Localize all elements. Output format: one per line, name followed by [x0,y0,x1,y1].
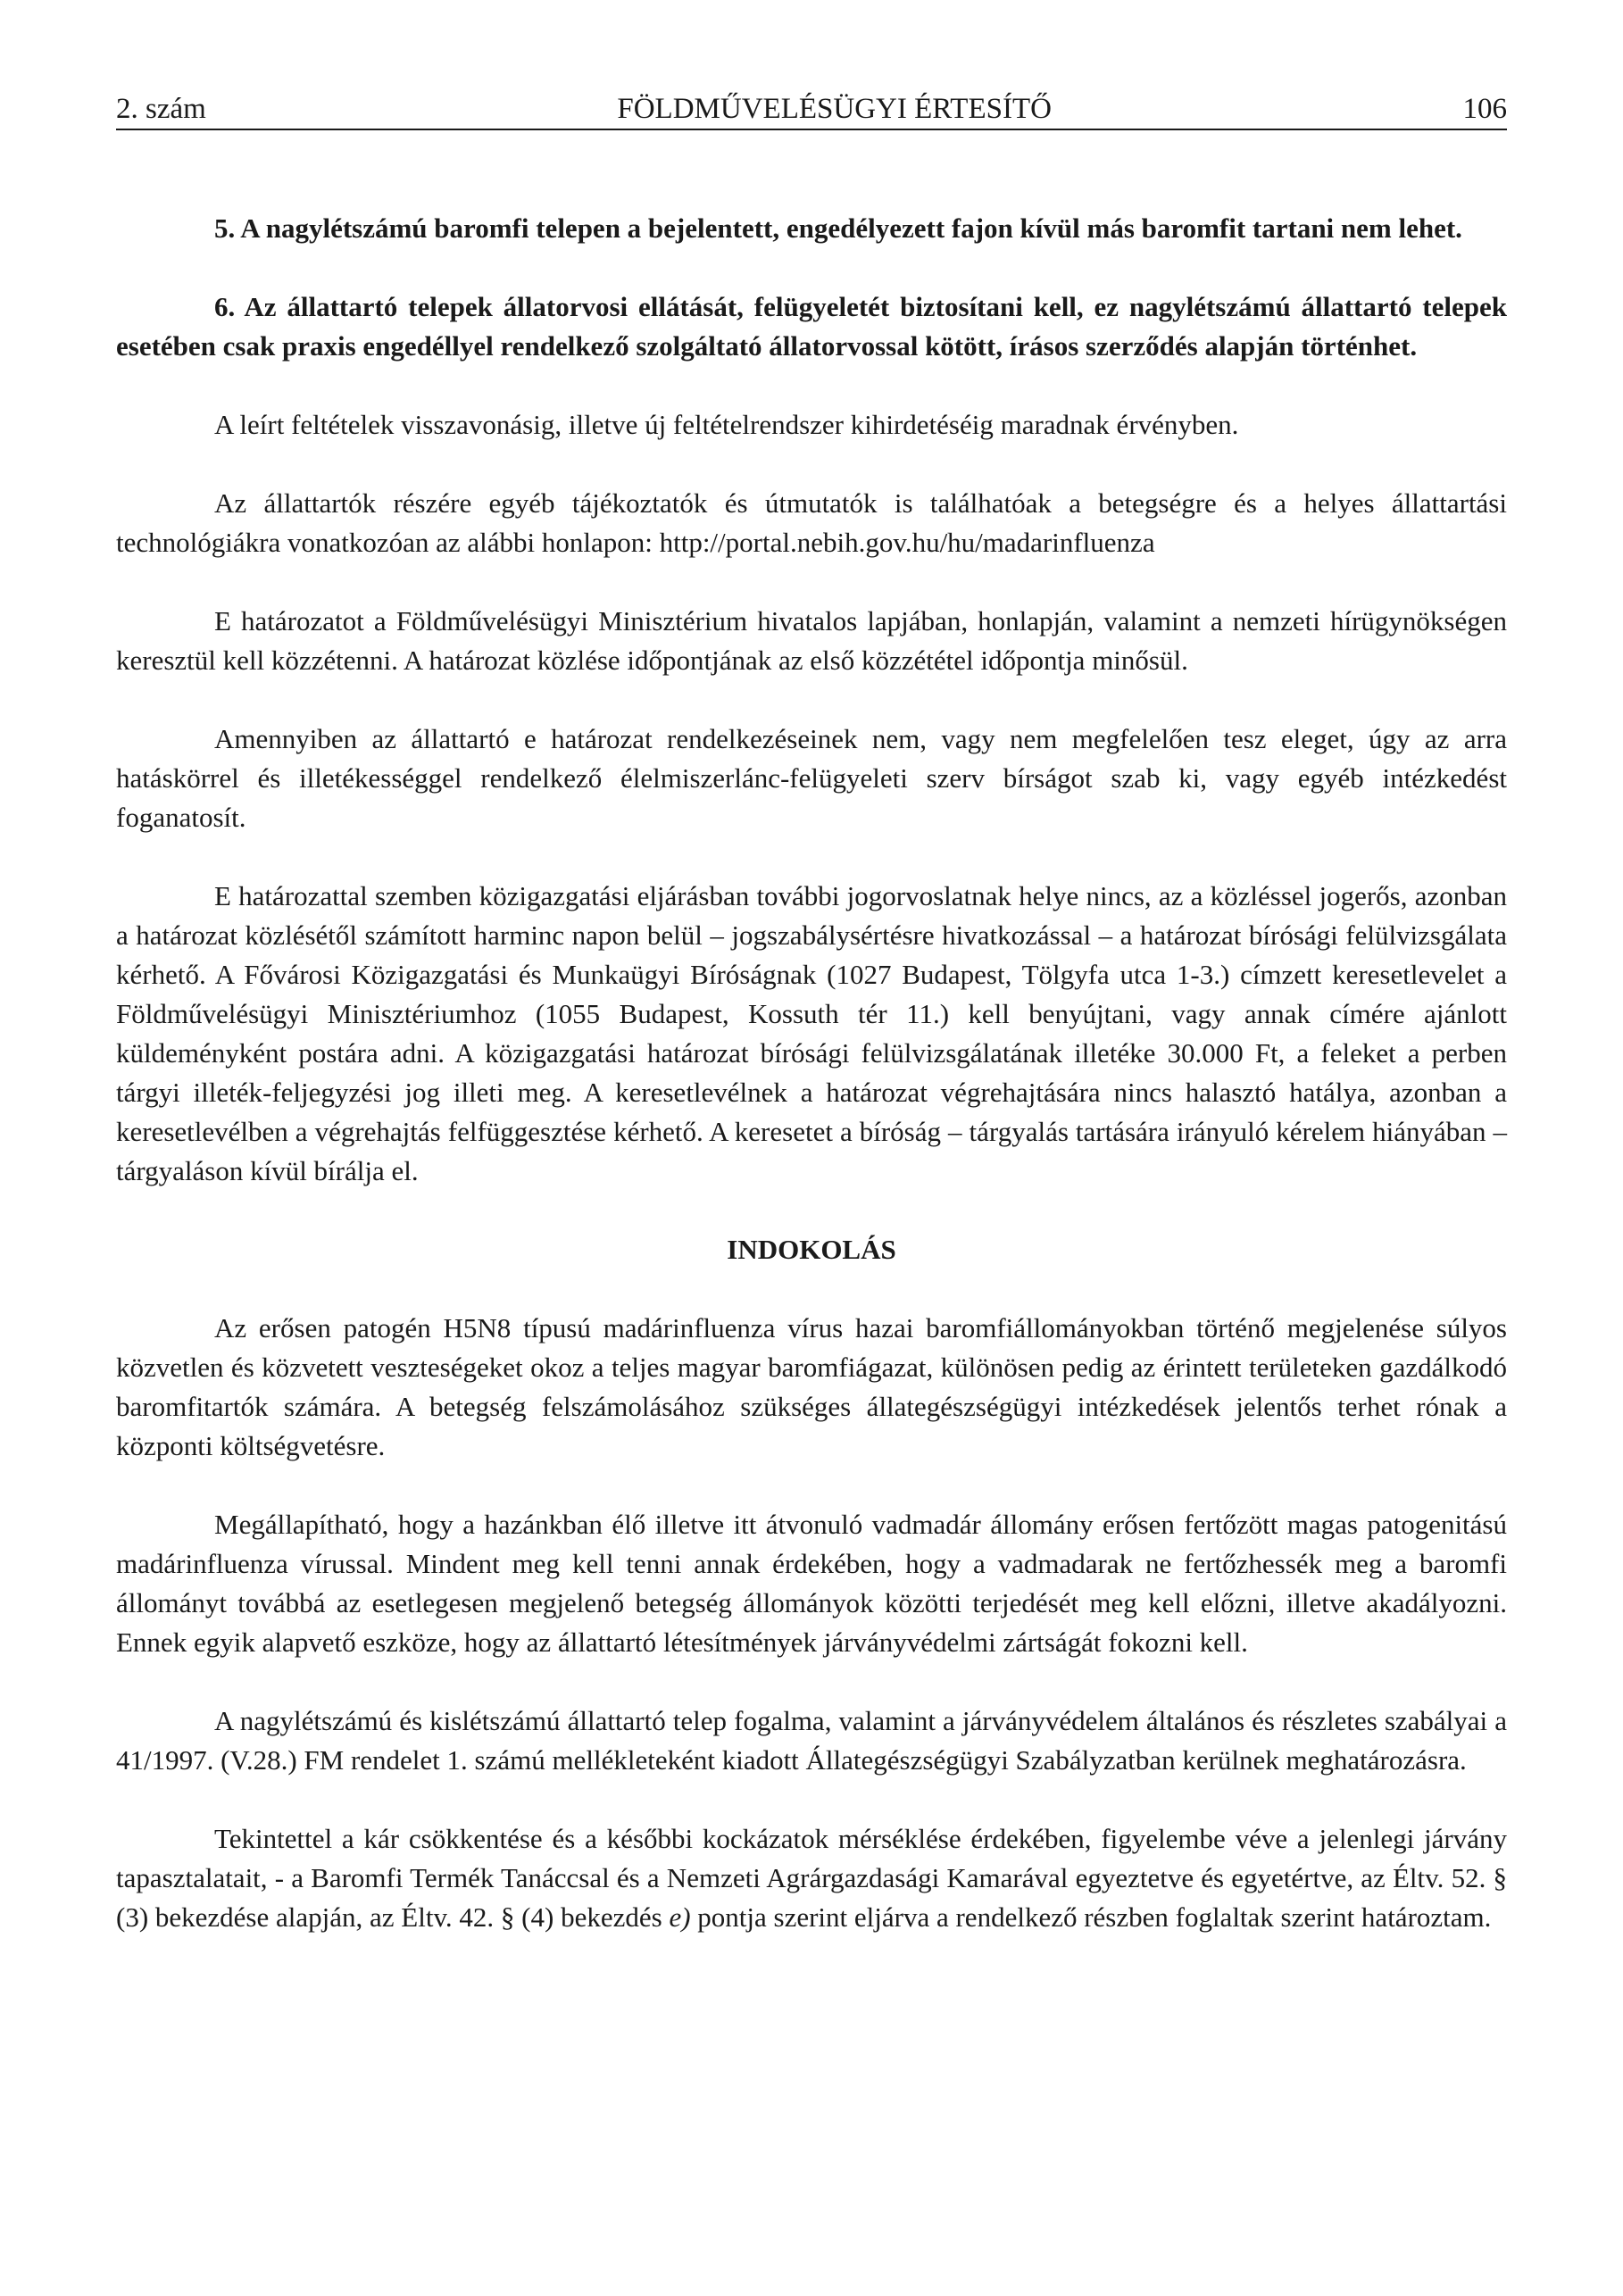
information-paragraph: Az állattartók részére egyéb tájékoztatók és útmutatók is találhatóak a betegségre és a helyes állattartási technológiákra vonatkozóan az alábbi honlapon: http://portal.nebih.gov.hu/hu/madarinfluenza [116,487,1507,558]
final-text-part-1: Tekintettel a kár csökkentése és a későbbi kockázatok mérséklése érdekében, figyelembe véve a jelenlegi járvány tapasztalatait, - a Baromfi Termék Tanáccsal és a Nemzeti Agrárgazdasági Kamarával egyeztetve és egyetértve, az Éltv. 52. § (3) bekezdése alapján, az Éltv. 42. § (4) bekezdés [116,1823,1507,1933]
provision-6: 6. Az állattartó telepek állatorvosi ellátását, felügyeletét biztosítani kell, ez nagylétszámú állattartó telepek esetében csak praxis engedéllyel rendelkező szolgáltató állatorvossal kötött, írásos szerződés alapján történhet. [116,291,1507,362]
issue-number: 2. szám [116,93,206,125]
justification-heading: INDOKOLÁS [727,1234,896,1265]
justification-paragraph-1: Az erősen patogén H5N8 típusú madárinfluenza vírus hazai baromfiállományokban történő megjelenése súlyos közvetlen és közvetett veszteségeket okoz a teljes magyar baromfiágazat, különösen pedig az érintett területeken gazdálkodó baromfitartók számára. A betegség felszámolásához szükséges állategészségügyi intézkedések jelentős terhet rónak a központi költségvetésre. [116,1312,1507,1461]
running-header [116,89,1507,130]
final-text-italic: e) [669,1901,691,1933]
publication-title: FÖLDMŰVELÉSÜGYI ÉRTESÍTŐ [617,93,1052,125]
final-text-part-2: pontja szerint eljárva a rendelkező részben foglaltak szerint határoztam. [690,1901,1492,1933]
legal-remedy-paragraph: E határozattal szemben közigazgatási eljárásban további jogorvoslatnak helye nincs, az a közléssel jogerős, azonban a határozat közlésétől számított harminc napon belül – jogszabálysértésre hivatkozással – a határozat bírósági felülvizsgálata kérhető. A Fővárosi Közigazgatási és Munkaügyi Bíróságnak (1027 Budapest, Tölgyfa utca 1-3.) címzett keresetlevelet a Földművelésügyi Minisztériumhoz (1055 Budapest, Kossuth tér 11.) kell benyújtani, vagy annak címére ajánlott küldeményként postára adni. A közigazgatási határozat bírósági felülvizsgálatának illetéke 30.000 Ft, a feleket a perben tárgyi illeték-feljegyzési jog illeti meg. A keresetlevélnek a határozat végrehajtására nincs halasztó hatálya, azonban a keresetlevélben a végrehajtás felfüggesztése kérhető. A keresetet a bíróság – tárgyalás tartására irányuló kérelem hiányában – tárgyaláson kívül bírálja el. [116,880,1507,1186]
provision-5: 5. A nagylétszámú baromfi telepen a bejelentett, engedélyezett fajon kívül más baromfit tartani nem lehet. [214,212,1462,244]
validity-paragraph: A leírt feltételek visszavonásig, illetve új feltételrendszer kihirdetéséig maradnak érvényben. [214,409,1239,440]
publication-paragraph: E határozatot a Földművelésügyi Minisztérium hivatalos lapjában, honlapján, valamint a nemzeti hírügynökségen keresztül kell közzétenni. A határozat közlése időpontjának az első közzététel időpontja minősül. [116,605,1507,676]
sanction-paragraph: Amennyiben az állattartó e határozat rendelkezéseinek nem, vagy nem megfelelően tesz eleget, úgy az arra hatáskörrel és illetékességgel rendelkező élelmiszerlánc-felügyeleti szerv bírságot szab ki, vagy egyéb intézkedést foganatosít. [116,723,1507,833]
document-body [116,209,1507,1937]
page-number: 106 [1462,93,1507,125]
justification-paragraph-final [116,1819,1507,1937]
justification-paragraph-3: A nagylétszámú és kislétszámú állattartó telep fogalma, valamint a járványvédelem általános és részletes szabályai a 41/1997. (V.28.) FM rendelet 1. számú mellékleteként kiadott Állategészségügyi Szabályzatban kerülnek meghatározásra. [116,1705,1507,1776]
justification-paragraph-2: Megállapítható, hogy a hazánkban élő illetve itt átvonuló vadmadár állomány erősen fertőzött magas patogenitású madárinfluenza vírussal. Mindent meg kell tenni annak érdekében, hogy a vadmadarak ne fertőzhessék meg a baromfi állományt továbbá az esetlegesen megjelenő betegség állományok közötti terjedését meg kell előzni, illetve akadályozni. Ennek egyik alapvető eszköze, hogy az állattartó létesítmények járványvédelmi zártságát fokozni kell. [116,1509,1507,1658]
document-page [116,89,1507,1937]
